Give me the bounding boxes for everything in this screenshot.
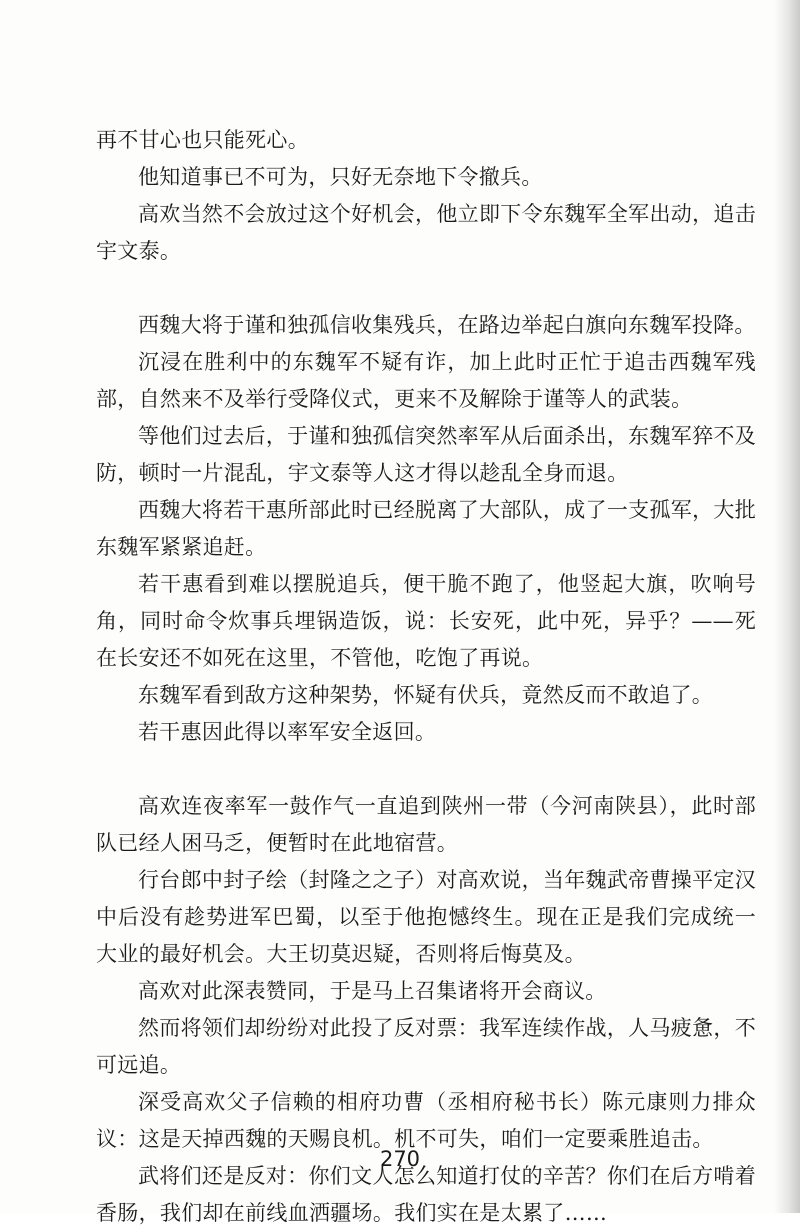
section-break xyxy=(96,270,756,307)
paragraph: 若干惠因此得以率军安全返回。 xyxy=(138,720,437,744)
paragraph: 高欢连夜率军一鼓作气一直追到陕州一带（今河南陕县），此时部队已经人困马乏，便暂时在此地宿营。 xyxy=(96,794,756,855)
paragraph: 西魏大将若干惠所部此时已经脱离了大部队，成了一支孤军，大批东魏军紧紧追赶。 xyxy=(96,498,756,559)
paragraph: 再不甘心也只能死心。 xyxy=(96,128,309,152)
paragraph: 他知道事已不可为，只好无奈地下令撤兵。 xyxy=(138,165,543,189)
page-number: 270 xyxy=(379,1147,421,1171)
paragraph: 然而将领们却纷纷对此投了反对票：我军连续作战，人马疲惫，不可远追。 xyxy=(96,1016,756,1077)
paragraph: 东魏军看到敌方这种架势，怀疑有伏兵，竟然反而不敢追了。 xyxy=(138,683,714,707)
paragraph: 深受高欢父子信赖的相府功曹（丞相府秘书长）陈元康则力排众议：这是天掉西魏的天赐良机。机不可失，咱们一定要乘胜追击。 xyxy=(96,1090,756,1151)
paragraph: 高欢对此深表赞同，于是马上召集诸将开会商议。 xyxy=(138,979,607,1003)
paragraph: 沉浸在胜利中的东魏军不疑有诈，加上此时正忙于追击西魏军残部，自然来不及举行受降仪式，更来不及解除于谨等人的武装。 xyxy=(96,350,756,411)
paragraph: 武将们还是反对：你们文人怎么知道打仗的辛苦？你们在后方啃着香肠，我们却在前线血洒疆场。我们实在是太累了…… xyxy=(96,1164,756,1225)
paragraph: 等他们过去后，于谨和独孤信突然率军从后面杀出，东魏军猝不及防，顿时一片混乱，宇文泰等人这才得以趁乱全身而退。 xyxy=(96,424,756,485)
paragraph: 行台郎中封子绘（封隆之之子）对高欢说，当年魏武帝曹操平定汉中后没有趁势进军巴蜀，以至于他抱憾终生。现在正是我们完成统一大业的最好机会。大王切莫迟疑，否则将后悔莫及。 xyxy=(96,868,756,966)
paragraph: 西魏大将于谨和独孤信收集残兵，在路边举起白旗向东魏军投降。 xyxy=(138,313,756,337)
section-break xyxy=(96,751,756,788)
body-text xyxy=(96,122,756,1232)
page-spine-shadow xyxy=(774,0,800,1213)
paragraph: 高欢当然不会放过这个好机会，他立即下令东魏军全军出动，追击宇文泰。 xyxy=(96,202,756,263)
paragraph: 若干惠看到难以摆脱追兵，便干脆不跑了，他竖起大旗，吹响号角，同时命令炊事兵埋锅造饭，说：长安死，此中死，异乎？——死在长安还不如死在这里，不管他，吃饱了再说。 xyxy=(96,572,756,670)
